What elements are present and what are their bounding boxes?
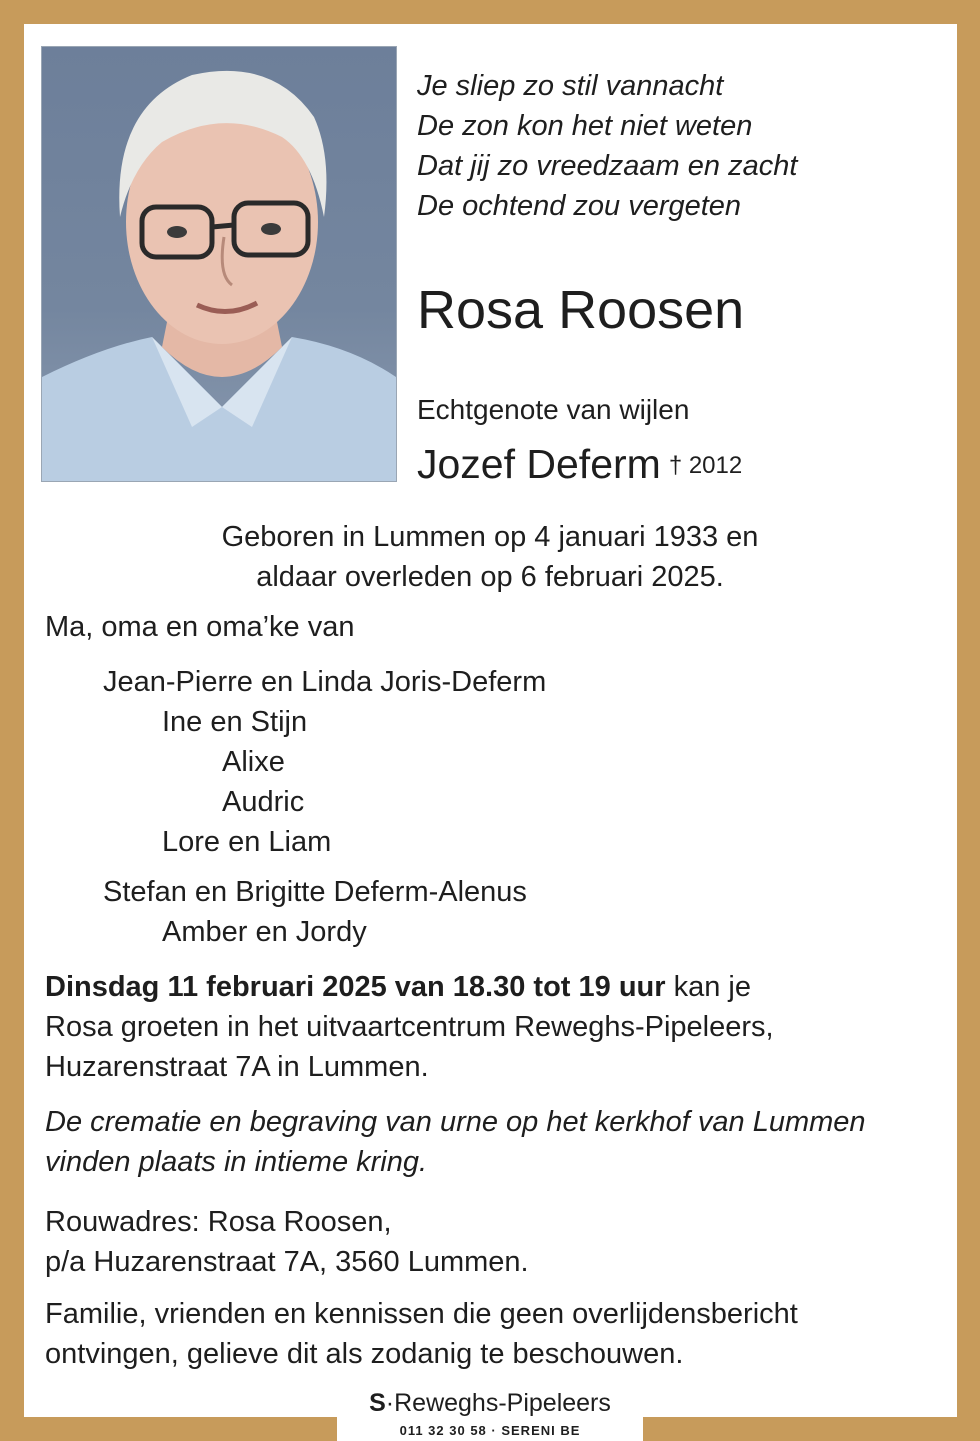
family-member: Alixe xyxy=(222,746,285,778)
portrait-photo xyxy=(41,46,397,482)
visitation-text: kan je xyxy=(665,971,751,1003)
funeral-home-mark: S xyxy=(369,1389,386,1417)
visitation-datetime: Dinsdag 11 februari 2025 van 18.30 tot 19 uur xyxy=(45,971,666,1003)
birth-death-statement xyxy=(0,517,980,597)
family-member: Jean-Pierre en Linda Joris-Deferm xyxy=(103,666,547,698)
cremation-line: vinden plaats in intieme kring. xyxy=(45,1146,428,1178)
spouse-name: Jozef Deferm xyxy=(417,441,661,487)
address-line: Rouwadres: Rosa Roosen, xyxy=(45,1206,392,1238)
family-member: Lore en Liam xyxy=(162,826,332,858)
family-member: Ine en Stijn xyxy=(162,706,308,738)
birth-line: Geboren in Lummen op 4 januari 1933 en xyxy=(221,521,759,553)
death-year-mark: † 2012 xyxy=(668,452,743,479)
spouse-label: Echtgenote van wijlen xyxy=(417,394,690,425)
family-member: Amber en Jordy xyxy=(162,916,367,948)
funeral-home-name: ·Reweghs-Pipeleers xyxy=(385,1389,611,1417)
notice-statement xyxy=(45,1294,798,1374)
memorial-poem xyxy=(417,66,797,226)
cremation-info xyxy=(45,1102,866,1182)
spouse-name-line xyxy=(417,437,742,491)
funeral-home-contact: 011 32 30 58 · SERENI BE xyxy=(399,1423,581,1438)
mourning-address xyxy=(45,1202,529,1282)
notice-line: Familie, vrienden en kennissen die geen overlijdensbericht xyxy=(45,1298,798,1330)
deceased-name: Rosa Roosen xyxy=(417,280,745,340)
poem-line: Dat jij zo vreedzaam en zacht xyxy=(417,150,798,182)
notice-line: ontvingen, gelieve dit als zodanig te beschouwen. xyxy=(45,1338,684,1370)
family-member: Stefan en Brigitte Deferm-Alenus xyxy=(103,876,527,908)
family-intro: Ma, oma en oma’ke van xyxy=(45,611,355,643)
poem-line: De ochtend zou vergeten xyxy=(417,190,742,222)
family-member: Audric xyxy=(222,786,305,818)
poem-line: De zon kon het niet weten xyxy=(417,110,753,142)
death-line: aldaar overleden op 6 februari 2025. xyxy=(256,561,724,593)
funeral-home-name-line xyxy=(337,1388,643,1418)
poem-line: Je sliep zo stil vannacht xyxy=(417,70,724,102)
address-line: p/a Huzarenstraat 7A, 3560 Lummen. xyxy=(45,1246,529,1278)
visitation-info xyxy=(45,967,774,1087)
visitation-line-3: Huzarenstraat 7A in Lummen. xyxy=(45,1051,429,1083)
cremation-line: De crematie en begraving van urne op het kerkhof van Lummen xyxy=(45,1106,866,1138)
funeral-home-logo xyxy=(337,1388,643,1439)
visitation-line-1 xyxy=(45,967,774,1007)
visitation-line-2: Rosa groeten in het uitvaartcentrum Reweghs-Pipeleers, xyxy=(45,1011,774,1043)
